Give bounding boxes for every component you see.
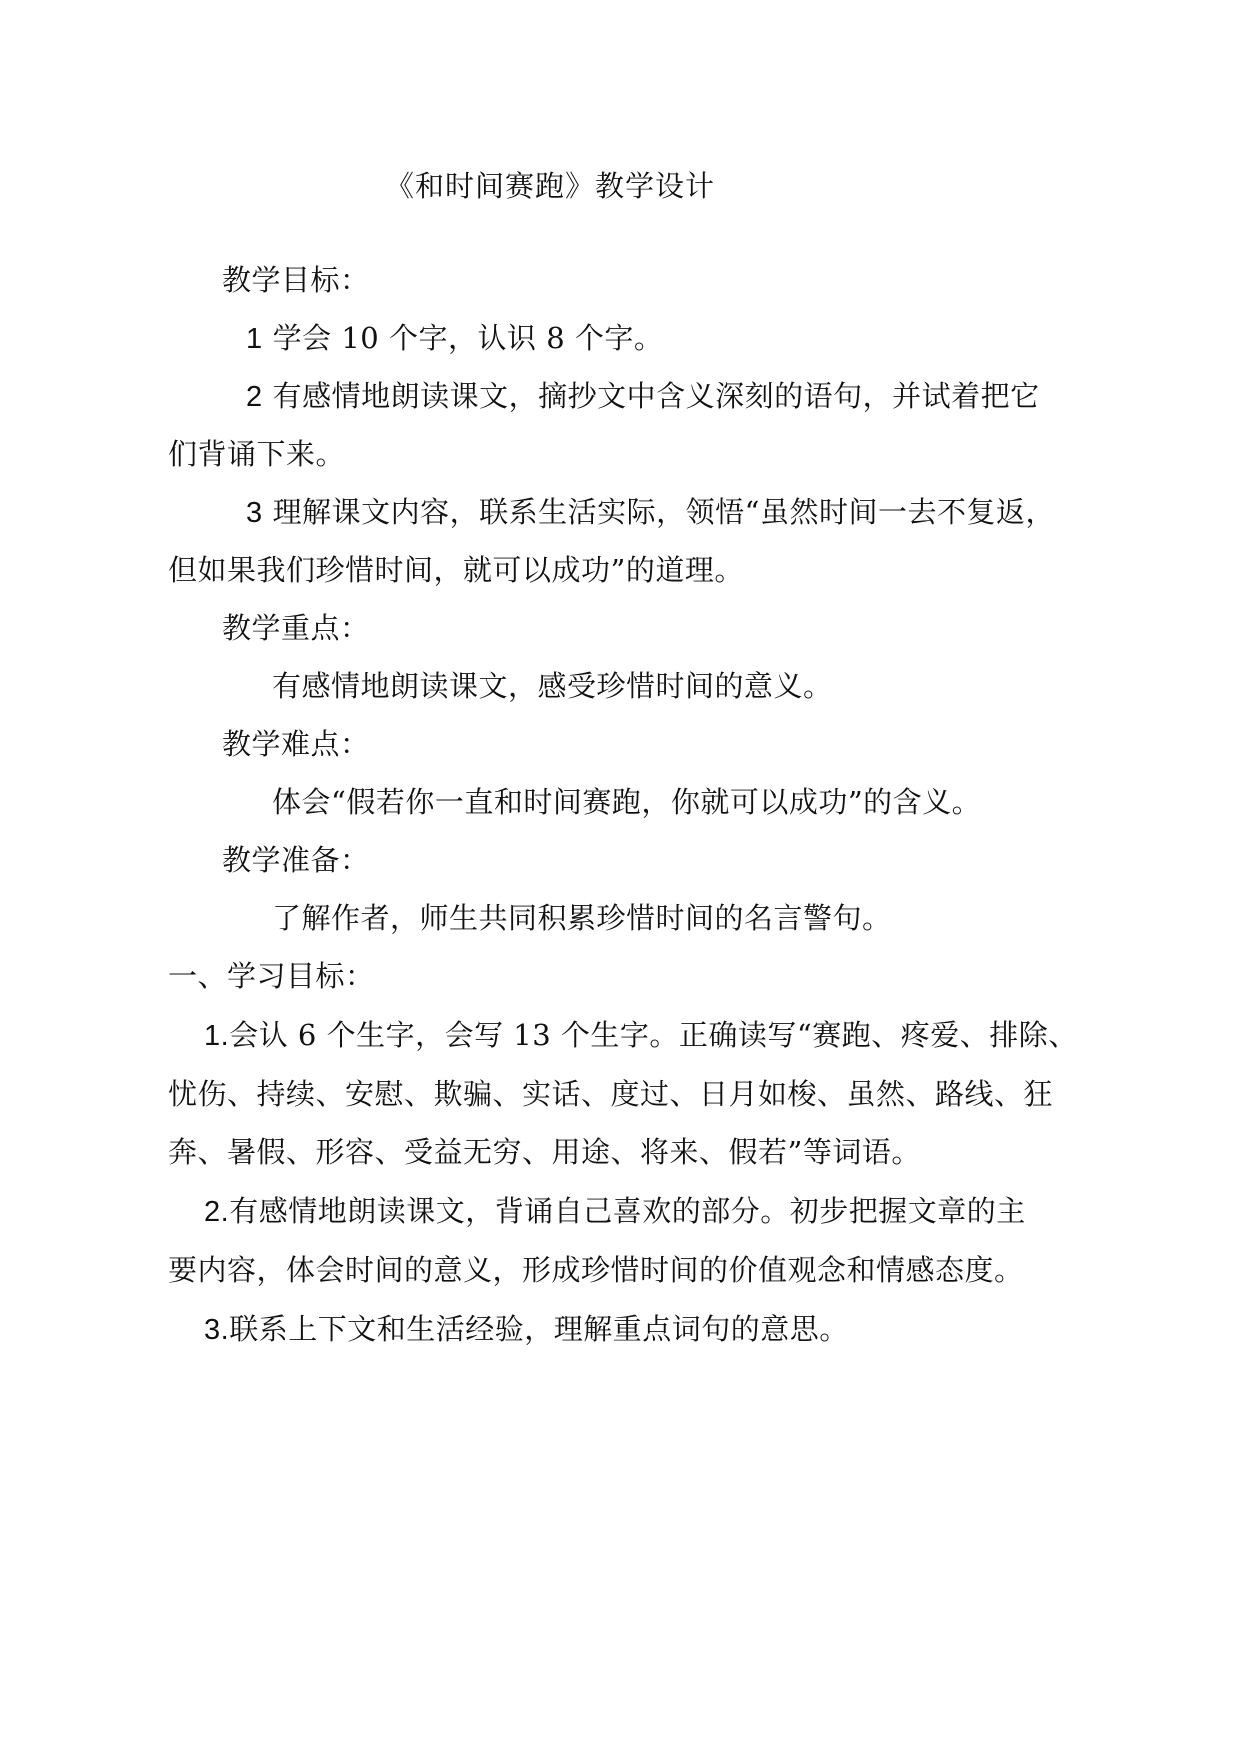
objective-3-number: 3 [246,497,263,529]
learning-goal-2-line-1 [204,1193,1026,1230]
key-points-heading: 教学重点： [222,611,370,645]
preparation-text: 了解作者，师生共同积累珍惜时间的名言警句。 [272,901,892,935]
objective-2-number: 2 [246,381,263,413]
objective-3-text-1: 理解课文内容，联系生活实际，领悟“虽然时间一去不复返， [272,495,1055,529]
learning-goal-1-line-3: 奔、暑假、形容、受益无穷、用途、将来、假若”等词语。 [168,1135,921,1169]
learning-goal-2-number: 2. [204,1196,230,1228]
section-1-heading: 一、学习目标： [168,959,375,993]
learning-goal-3-text-1: 联系上下文和生活经验，理解重点词句的意思。 [229,1312,849,1346]
objective-2-line-1 [246,378,1040,415]
learning-goal-3-line-1 [204,1311,849,1348]
objective-1-number: 1 [246,323,263,355]
document-title: 《和时间赛跑》教学设计 [384,169,715,203]
objective-2-text-1: 有感情地朗读课文，摘抄文中含义深刻的语句，并试着把它 [272,379,1040,413]
objective-3-line-1 [246,494,1055,531]
learning-goal-1-line-1 [204,1017,1078,1054]
learning-goal-2-line-2: 要内容，体会时间的意义，形成珍惜时间的价值观念和情感态度。 [168,1253,1024,1287]
learning-goal-2-text-1: 有感情地朗读课文，背诵自己喜欢的部分。初步把握文章的主 [229,1194,1026,1228]
preparation-heading: 教学准备： [222,843,370,877]
difficulties-text: 体会“假若你一直和时间赛跑，你就可以成功”的含义。 [272,785,982,819]
objective-1 [246,320,663,357]
learning-goal-3-number: 3. [204,1314,230,1346]
objective-3-line-2: 但如果我们珍惜时间，就可以成功”的道理。 [168,553,744,587]
objective-2-line-2: 们背诵下来。 [168,437,346,471]
objective-1-text: 学会 10 个字，认识 8 个字。 [272,321,664,355]
learning-goal-1-line-2: 忧伤、持续、安慰、欺骗、实话、度过、日月如梭、虽然、路线、狂 [168,1077,1054,1111]
objectives-heading: 教学目标： [222,263,370,297]
difficulties-heading: 教学难点： [222,727,370,761]
learning-goal-1-number: 1. [204,1020,230,1052]
learning-goal-1-text-1: 会认 6 个生字，会写 13 个生字。正确读写“赛跑、疼爱、排除、 [229,1018,1078,1052]
key-points-text: 有感情地朗读课文，感受珍惜时间的意义。 [272,669,833,703]
